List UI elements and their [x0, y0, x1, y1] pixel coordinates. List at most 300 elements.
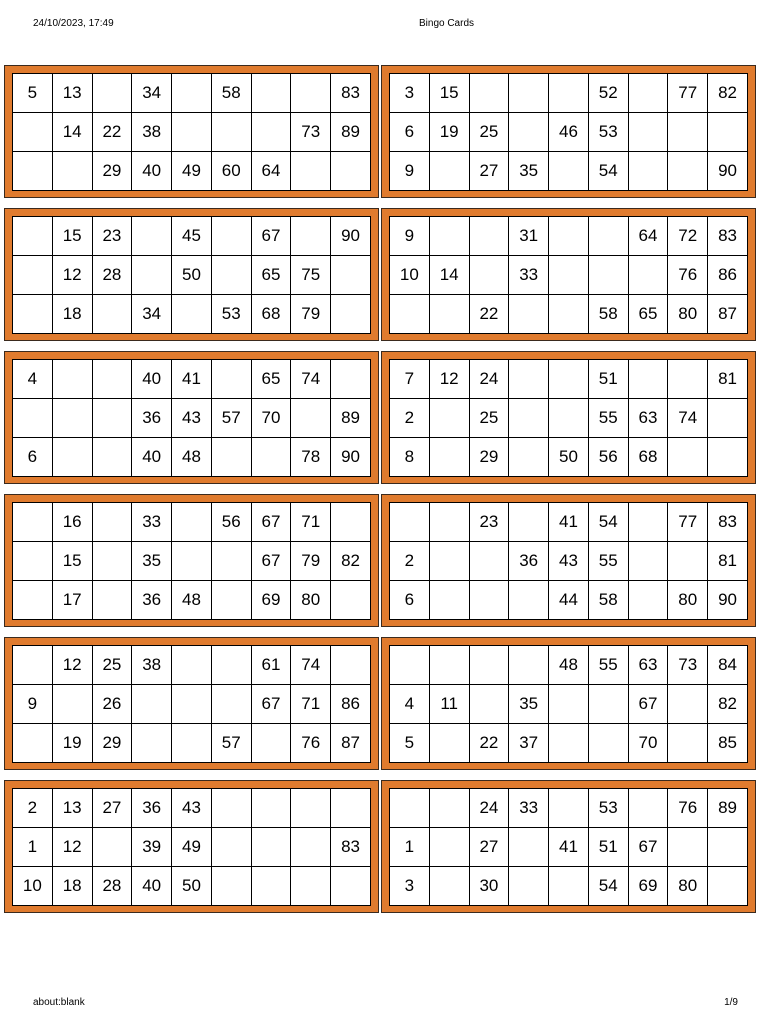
bingo-cell: 30 [469, 867, 509, 906]
bingo-cell: 10 [13, 867, 53, 906]
bingo-cell [172, 74, 212, 113]
bingo-cell: 14 [52, 113, 92, 152]
bingo-cell [628, 113, 668, 152]
bingo-cell [668, 438, 708, 477]
bingo-cell: 36 [509, 542, 549, 581]
bingo-cell: 80 [668, 581, 708, 620]
bingo-cell [13, 217, 53, 256]
bingo-cell [390, 646, 430, 685]
bingo-cell: 55 [588, 399, 628, 438]
bingo-cell [628, 256, 668, 295]
bingo-cell [708, 399, 748, 438]
bingo-cell: 58 [588, 581, 628, 620]
bingo-card-table [12, 359, 371, 477]
bingo-cell [331, 360, 371, 399]
bingo-cell: 34 [132, 74, 172, 113]
bingo-cell: 76 [668, 256, 708, 295]
bingo-card-row [13, 295, 371, 334]
bingo-cell: 87 [708, 295, 748, 334]
bingo-cell [549, 295, 589, 334]
bingo-cell [172, 503, 212, 542]
bingo-cell: 28 [92, 867, 132, 906]
bingo-cell [628, 581, 668, 620]
bingo-cell [52, 685, 92, 724]
bingo-cell [549, 399, 589, 438]
bingo-cell: 89 [708, 789, 748, 828]
bingo-cell [211, 867, 251, 906]
bingo-cell: 1 [390, 828, 430, 867]
bingo-cell: 65 [251, 256, 291, 295]
bingo-cell: 53 [211, 295, 251, 334]
bingo-card-row [13, 646, 371, 685]
bingo-cell: 35 [509, 152, 549, 191]
bingo-cell: 22 [92, 113, 132, 152]
bingo-cell: 33 [132, 503, 172, 542]
bingo-cell: 80 [668, 867, 708, 906]
bingo-cell [13, 503, 53, 542]
bingo-card-row [390, 503, 748, 542]
bingo-cell [92, 828, 132, 867]
bingo-cell [13, 152, 53, 191]
bingo-cell [429, 217, 469, 256]
bingo-cell: 79 [291, 542, 331, 581]
bingo-cell: 56 [588, 438, 628, 477]
bingo-cell [291, 867, 331, 906]
bingo-cell: 27 [469, 828, 509, 867]
bingo-cell: 73 [668, 646, 708, 685]
page-url: about:blank [33, 997, 85, 1008]
bingo-card [4, 208, 379, 341]
bingo-cell: 71 [291, 503, 331, 542]
bingo-cell: 36 [132, 581, 172, 620]
bingo-cell: 22 [469, 724, 509, 763]
bingo-cell: 82 [331, 542, 371, 581]
bingo-cell: 64 [628, 217, 668, 256]
bingo-cell: 80 [291, 581, 331, 620]
bingo-cell: 15 [429, 74, 469, 113]
bingo-cell [13, 399, 53, 438]
bingo-cell: 58 [588, 295, 628, 334]
bingo-card-table [389, 645, 748, 763]
bingo-card [4, 351, 379, 484]
bingo-cell [211, 217, 251, 256]
bingo-cell: 55 [588, 646, 628, 685]
bingo-cell: 53 [588, 789, 628, 828]
bingo-cell [92, 542, 132, 581]
bingo-card-row [390, 581, 748, 620]
bingo-card [381, 637, 756, 770]
bingo-cell: 69 [628, 867, 668, 906]
bingo-cell [92, 399, 132, 438]
bingo-cell: 60 [211, 152, 251, 191]
bingo-cell: 25 [469, 113, 509, 152]
bingo-card-row [13, 438, 371, 477]
bingo-cell: 43 [549, 542, 589, 581]
bingo-cell: 75 [291, 256, 331, 295]
bingo-cell [668, 685, 708, 724]
bingo-cell [708, 867, 748, 906]
bingo-cell [52, 438, 92, 477]
bingo-cell [291, 828, 331, 867]
bingo-card-table [389, 502, 748, 620]
bingo-card-row [390, 217, 748, 256]
bingo-card-row [390, 724, 748, 763]
bingo-cell [13, 113, 53, 152]
bingo-card-row [13, 581, 371, 620]
bingo-card-row [390, 646, 748, 685]
bingo-cell: 16 [52, 503, 92, 542]
bingo-card-row [13, 867, 371, 906]
bingo-cell: 74 [291, 360, 331, 399]
bingo-cell: 2 [390, 399, 430, 438]
page-number: 1/9 [724, 997, 738, 1008]
bingo-cell: 31 [509, 217, 549, 256]
bingo-cell [429, 399, 469, 438]
bingo-cell: 15 [52, 217, 92, 256]
bingo-cell [13, 581, 53, 620]
bingo-cell [132, 256, 172, 295]
bingo-cell [92, 581, 132, 620]
bingo-cell: 57 [211, 399, 251, 438]
bingo-cell [13, 646, 53, 685]
bingo-card-row [390, 152, 748, 191]
bingo-cell [549, 152, 589, 191]
bingo-card-table [12, 502, 371, 620]
bingo-cell [509, 360, 549, 399]
page-title: Bingo Cards [418, 18, 475, 29]
bingo-cell: 58 [211, 74, 251, 113]
bingo-cell: 67 [251, 685, 291, 724]
bingo-cell [251, 828, 291, 867]
bingo-cell [13, 256, 53, 295]
bingo-cell [291, 399, 331, 438]
bingo-cell: 80 [668, 295, 708, 334]
bingo-cell: 28 [92, 256, 132, 295]
bingo-cell: 6 [13, 438, 53, 477]
bingo-cell: 9 [13, 685, 53, 724]
bingo-cell: 67 [628, 828, 668, 867]
bingo-cell [13, 295, 53, 334]
bingo-cell: 67 [251, 217, 291, 256]
bingo-cell: 61 [251, 646, 291, 685]
bingo-cell [429, 724, 469, 763]
bingo-card-row [390, 438, 748, 477]
bingo-cell [92, 295, 132, 334]
bingo-cell: 41 [549, 828, 589, 867]
bingo-cell [331, 152, 371, 191]
bingo-cell: 39 [132, 828, 172, 867]
bingo-cell [549, 74, 589, 113]
bingo-cell [291, 152, 331, 191]
bingo-cell: 27 [92, 789, 132, 828]
bingo-card [381, 65, 756, 198]
bingo-card-row [390, 685, 748, 724]
bingo-cell: 49 [172, 828, 212, 867]
bingo-cell: 7 [390, 360, 430, 399]
bingo-cell: 2 [390, 542, 430, 581]
bingo-cell: 22 [469, 295, 509, 334]
bingo-cell [628, 152, 668, 191]
bingo-cell [429, 828, 469, 867]
bingo-cell [331, 646, 371, 685]
bingo-cell: 86 [708, 256, 748, 295]
bingo-card-table [389, 359, 748, 477]
bingo-cell: 3 [390, 74, 430, 113]
bingo-cell: 35 [509, 685, 549, 724]
bingo-cell: 19 [429, 113, 469, 152]
bingo-cell: 73 [291, 113, 331, 152]
bingo-cell [291, 74, 331, 113]
card-row [4, 65, 762, 198]
bingo-cell: 40 [132, 438, 172, 477]
card-row [4, 494, 762, 627]
bingo-cell: 63 [628, 399, 668, 438]
bingo-card-table [12, 73, 371, 191]
bingo-cell: 83 [708, 217, 748, 256]
bingo-card-row [390, 399, 748, 438]
bingo-cell: 43 [172, 399, 212, 438]
bingo-cell: 71 [291, 685, 331, 724]
bingo-card-row [13, 789, 371, 828]
card-row [4, 780, 762, 913]
bingo-cell [429, 295, 469, 334]
bingo-card-table [389, 788, 748, 906]
bingo-cell [13, 542, 53, 581]
bingo-cell [509, 74, 549, 113]
bingo-cell: 64 [251, 152, 291, 191]
bingo-cell: 68 [628, 438, 668, 477]
bingo-cell [211, 256, 251, 295]
bingo-cell: 13 [52, 74, 92, 113]
bingo-cell: 37 [509, 724, 549, 763]
bingo-cell [708, 438, 748, 477]
bingo-cell: 15 [52, 542, 92, 581]
bingo-cell: 10 [390, 256, 430, 295]
bingo-cell [172, 113, 212, 152]
bingo-cell [52, 152, 92, 191]
bingo-card-row [13, 217, 371, 256]
bingo-card-row [390, 789, 748, 828]
bingo-cell [251, 867, 291, 906]
bingo-cell: 12 [52, 646, 92, 685]
bingo-cell: 24 [469, 789, 509, 828]
bingo-cell [469, 256, 509, 295]
bingo-cell [92, 503, 132, 542]
bingo-card-row [13, 503, 371, 542]
bingo-cell [172, 724, 212, 763]
bingo-cell: 23 [92, 217, 132, 256]
bingo-cell [668, 724, 708, 763]
card-row [4, 208, 762, 341]
bingo-cell: 90 [331, 438, 371, 477]
bingo-cell: 1 [13, 828, 53, 867]
bingo-cell [628, 74, 668, 113]
bingo-cell [211, 360, 251, 399]
bingo-card-row [390, 256, 748, 295]
bingo-cell: 90 [331, 217, 371, 256]
bingo-cell [251, 74, 291, 113]
bingo-cards-grid [4, 65, 762, 923]
bingo-cell: 85 [708, 724, 748, 763]
bingo-cell [92, 438, 132, 477]
bingo-cell [331, 256, 371, 295]
bingo-cell [549, 724, 589, 763]
bingo-cell: 78 [291, 438, 331, 477]
bingo-card [4, 637, 379, 770]
bingo-cell: 40 [132, 360, 172, 399]
bingo-cell [251, 724, 291, 763]
bingo-cell: 23 [469, 503, 509, 542]
bingo-cell [509, 438, 549, 477]
bingo-cell [509, 646, 549, 685]
bingo-cell [211, 581, 251, 620]
bingo-cell [668, 542, 708, 581]
bingo-cell: 81 [708, 542, 748, 581]
bingo-cell [549, 360, 589, 399]
bingo-cell [211, 789, 251, 828]
bingo-cell: 14 [429, 256, 469, 295]
card-row [4, 351, 762, 484]
bingo-card-row [390, 360, 748, 399]
bingo-cell [469, 685, 509, 724]
bingo-cell [628, 503, 668, 542]
bingo-cell: 65 [628, 295, 668, 334]
bingo-cell: 44 [549, 581, 589, 620]
bingo-cell [708, 113, 748, 152]
bingo-cell [509, 295, 549, 334]
bingo-cell [331, 867, 371, 906]
bingo-cell [469, 217, 509, 256]
bingo-card-row [13, 685, 371, 724]
bingo-cell: 27 [469, 152, 509, 191]
bingo-cell [549, 217, 589, 256]
bingo-cell: 29 [92, 724, 132, 763]
bingo-cell: 38 [132, 113, 172, 152]
bingo-card-row [13, 256, 371, 295]
bingo-cell: 82 [708, 74, 748, 113]
bingo-cell [92, 74, 132, 113]
bingo-cell: 82 [708, 685, 748, 724]
bingo-card-row [13, 542, 371, 581]
bingo-cell: 50 [549, 438, 589, 477]
bingo-card [381, 494, 756, 627]
bingo-cell [708, 828, 748, 867]
bingo-card [4, 65, 379, 198]
bingo-cell: 89 [331, 399, 371, 438]
bingo-cell: 70 [251, 399, 291, 438]
bingo-cell: 86 [331, 685, 371, 724]
bingo-cell [92, 360, 132, 399]
bingo-cell [668, 113, 708, 152]
bingo-cell [549, 789, 589, 828]
bingo-cell: 84 [708, 646, 748, 685]
bingo-cell [628, 360, 668, 399]
bingo-cell: 19 [52, 724, 92, 763]
bingo-cell: 48 [172, 581, 212, 620]
bingo-card-table [389, 73, 748, 191]
bingo-cell: 55 [588, 542, 628, 581]
bingo-cell: 63 [628, 646, 668, 685]
bingo-cell: 41 [549, 503, 589, 542]
bingo-card-table [12, 216, 371, 334]
bingo-cell [172, 685, 212, 724]
bingo-cell: 76 [668, 789, 708, 828]
bingo-card-row [13, 399, 371, 438]
bingo-cell: 69 [251, 581, 291, 620]
bingo-cell: 51 [588, 828, 628, 867]
bingo-card-row [13, 828, 371, 867]
bingo-cell [429, 542, 469, 581]
bingo-cell: 11 [429, 685, 469, 724]
bingo-card-row [390, 295, 748, 334]
bingo-cell [509, 113, 549, 152]
bingo-cell [132, 685, 172, 724]
bingo-card [381, 351, 756, 484]
bingo-card-row [13, 724, 371, 763]
bingo-card-row [390, 113, 748, 152]
bingo-cell: 50 [172, 867, 212, 906]
bingo-cell: 18 [52, 295, 92, 334]
bingo-cell [211, 113, 251, 152]
bingo-cell [211, 828, 251, 867]
bingo-cell: 81 [708, 360, 748, 399]
bingo-cell: 48 [549, 646, 589, 685]
bingo-cell [469, 74, 509, 113]
bingo-cell [429, 646, 469, 685]
bingo-card-table [389, 216, 748, 334]
bingo-cell: 74 [291, 646, 331, 685]
bingo-cell [668, 152, 708, 191]
bingo-cell: 67 [628, 685, 668, 724]
bingo-card [4, 780, 379, 913]
bingo-cell [429, 789, 469, 828]
bingo-cell: 76 [291, 724, 331, 763]
bingo-cell [429, 438, 469, 477]
bingo-cell: 53 [588, 113, 628, 152]
print-datetime: 24/10/2023, 17:49 [33, 18, 114, 29]
bingo-cell: 40 [132, 867, 172, 906]
bingo-cell: 2 [13, 789, 53, 828]
bingo-cell: 9 [390, 152, 430, 191]
bingo-cell [628, 542, 668, 581]
bingo-cell [469, 581, 509, 620]
bingo-cell: 34 [132, 295, 172, 334]
bingo-cell [390, 789, 430, 828]
bingo-card-row [13, 74, 371, 113]
bingo-cell [549, 867, 589, 906]
bingo-cell [172, 295, 212, 334]
card-row [4, 637, 762, 770]
bingo-cell: 4 [390, 685, 430, 724]
bingo-cell: 6 [390, 113, 430, 152]
bingo-cell: 12 [52, 828, 92, 867]
bingo-cell: 26 [92, 685, 132, 724]
bingo-card-row [390, 867, 748, 906]
bingo-cell [668, 828, 708, 867]
bingo-cell: 54 [588, 503, 628, 542]
bingo-cell: 54 [588, 152, 628, 191]
bingo-cell [588, 256, 628, 295]
bingo-cell: 52 [588, 74, 628, 113]
bingo-cell [549, 256, 589, 295]
bingo-cell [429, 152, 469, 191]
bingo-cell: 29 [469, 438, 509, 477]
bingo-cell [211, 685, 251, 724]
bingo-cell [251, 113, 291, 152]
bingo-cell: 77 [668, 503, 708, 542]
bingo-cell: 35 [132, 542, 172, 581]
bingo-cell: 33 [509, 256, 549, 295]
